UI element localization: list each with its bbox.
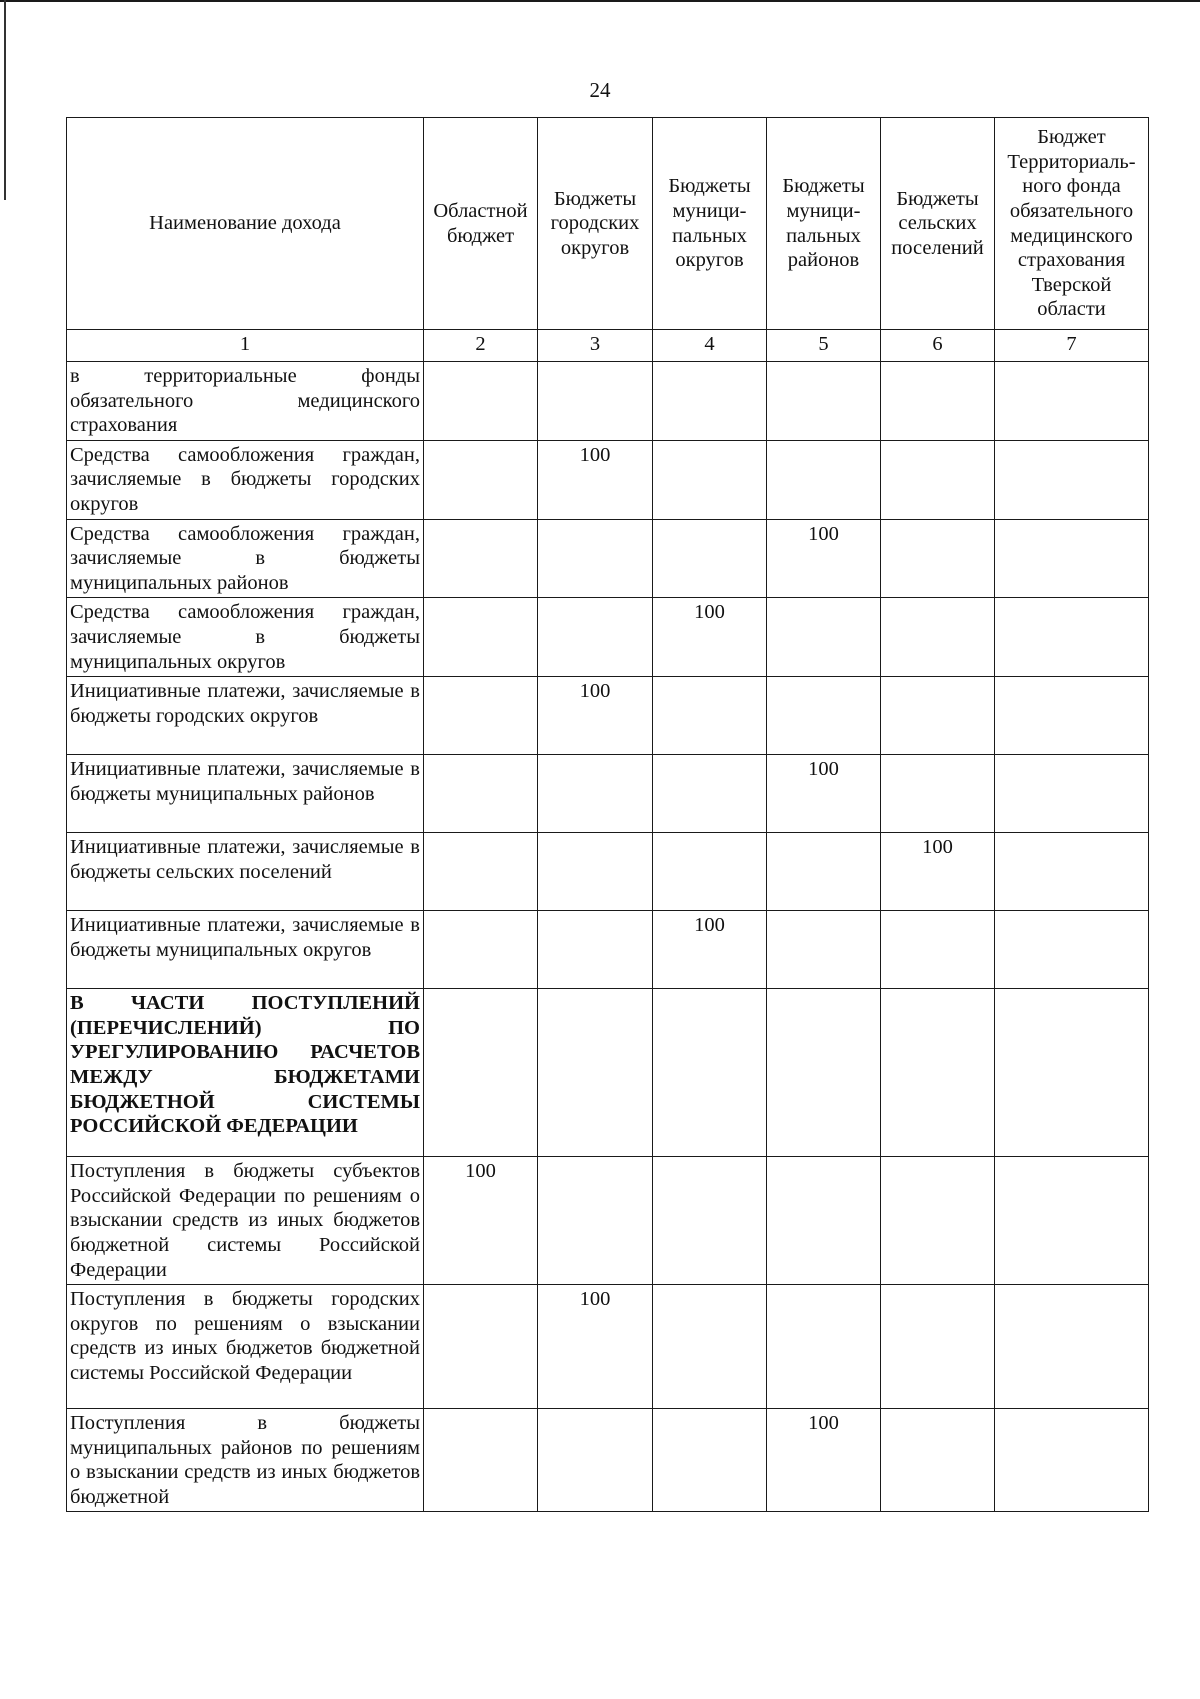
percent-value-cell [881, 833, 995, 911]
revenue-name-cell: Инициативные платежи, зачисляемые в бюджеты сельских поселений [67, 833, 424, 911]
percent-value: 100 [808, 758, 839, 781]
percent-value-cell [424, 362, 538, 441]
percent-value-cell [538, 362, 653, 441]
percent-value-cell [881, 440, 995, 519]
percent-value: 100 [465, 1160, 496, 1183]
percent-value-cell [767, 440, 881, 519]
revenue-name-cell: Поступления в бюджеты муниципальных районов по решениям о взыскании средств из иных бюджетов бюджетной [67, 1409, 424, 1512]
percent-value-cell [767, 677, 881, 755]
column-number-row [67, 330, 1149, 362]
percent-value-cell [653, 598, 767, 677]
revenue-name-cell: Поступления в бюджеты субъектов Российской Федерации по решениям о взыскании средств из иных бюджетов бюджетной системы Российской Федерации [67, 1157, 424, 1285]
percent-value-cell [881, 519, 995, 598]
revenue-name-cell: Инициативные платежи, зачисляемые в бюджеты городских округов [67, 677, 424, 755]
table-row [67, 362, 1149, 441]
percent-value-cell [653, 1285, 767, 1409]
revenue-name-cell: Инициативные платежи, зачисляемые в бюджеты муниципальных районов [67, 755, 424, 833]
percent-value-cell [995, 362, 1149, 441]
header-rural-settlement-budgets: Бюджеты сельских поселений [881, 118, 995, 330]
percent-value-cell [995, 911, 1149, 989]
percent-value-cell [424, 989, 538, 1157]
table-row [67, 755, 1149, 833]
table-row [67, 1285, 1149, 1409]
percent-value-cell [767, 1409, 881, 1512]
column-number: 3 [538, 330, 653, 362]
percent-value-cell [995, 989, 1149, 1157]
revenue-name-cell: Средства самообложения граждан, зачисляемые в бюджеты муниципальных районов [67, 519, 424, 598]
table-row [67, 677, 1149, 755]
percent-value-cell [767, 362, 881, 441]
percent-value-cell [881, 989, 995, 1157]
column-number: 2 [424, 330, 538, 362]
percent-value-cell [424, 911, 538, 989]
percent-value-cell [995, 1285, 1149, 1409]
percent-value-cell [538, 1285, 653, 1409]
table-row [67, 440, 1149, 519]
percent-value: 100 [808, 522, 839, 545]
table-row [67, 833, 1149, 911]
percent-value-cell [653, 989, 767, 1157]
percent-value-cell [424, 440, 538, 519]
percent-value-cell [767, 1157, 881, 1285]
percent-value: 100 [579, 443, 611, 466]
revenue-name-cell: Инициативные платежи, зачисляемые в бюджеты муниципальных округов [67, 911, 424, 989]
percent-value-cell [767, 989, 881, 1157]
header-city-district-budgets: Бюджеты городских округов [538, 118, 653, 330]
column-number: 4 [653, 330, 767, 362]
table-body [67, 362, 1149, 1512]
percent-value-cell [767, 519, 881, 598]
percent-value-cell [995, 598, 1149, 677]
percent-value-cell [424, 519, 538, 598]
percent-value-cell [881, 911, 995, 989]
percent-value-cell [538, 677, 653, 755]
percent-value-cell [881, 1409, 995, 1512]
percent-value-cell [767, 598, 881, 677]
scan-edge-top [0, 0, 1200, 2]
table-row [67, 598, 1149, 677]
revenue-name-cell: в территориальные фонды обязательного медицинского страхования [67, 362, 424, 441]
percent-value-cell [767, 911, 881, 989]
table-header-row [67, 118, 1149, 330]
header-municipal-area-budgets: Бюджеты муници-пальных районов [767, 118, 881, 330]
column-number: 6 [881, 330, 995, 362]
percent-value-cell [538, 598, 653, 677]
percent-value-cell [538, 1409, 653, 1512]
percent-value-cell [767, 833, 881, 911]
percent-value-cell [538, 440, 653, 519]
percent-value-cell [767, 755, 881, 833]
percent-value-cell [653, 1409, 767, 1512]
revenue-distribution-table [66, 117, 1149, 1512]
percent-value-cell [538, 989, 653, 1157]
percent-value: 100 [922, 836, 953, 859]
revenue-name-cell: Средства самообложения граждан, зачисляемые в бюджеты городских округов [67, 440, 424, 519]
percent-value-cell [995, 833, 1149, 911]
percent-value-cell [767, 1285, 881, 1409]
header-health-insurance-fund-budget: Бюджет Территориаль-ного фонда обязательного медицинского страхования Тверской области [995, 118, 1149, 330]
percent-value-cell [653, 911, 767, 989]
percent-value-cell [538, 755, 653, 833]
percent-value-cell [995, 1409, 1149, 1512]
percent-value-cell [881, 1285, 995, 1409]
percent-value-cell [653, 755, 767, 833]
revenue-name-cell: Поступления в бюджеты городских округов по решениям о взыскании средств из иных бюджетов бюджетной системы Российской Федерации [67, 1285, 424, 1409]
percent-value-cell [995, 519, 1149, 598]
percent-value: 100 [808, 1412, 839, 1435]
column-number: 7 [995, 330, 1149, 362]
table-row [67, 1409, 1149, 1512]
percent-value-cell [424, 598, 538, 677]
percent-value-cell [424, 1157, 538, 1285]
percent-value-cell [881, 598, 995, 677]
column-number: 1 [67, 330, 424, 362]
percent-value-cell [653, 362, 767, 441]
header-municipal-district-budgets: Бюджеты муници-пальных округов [653, 118, 767, 330]
percent-value-cell [995, 1157, 1149, 1285]
percent-value-cell [424, 677, 538, 755]
percent-value-cell [653, 833, 767, 911]
percent-value-cell [424, 833, 538, 911]
revenue-name-cell: Средства самообложения граждан, зачисляемые в бюджеты муниципальных округов [67, 598, 424, 677]
percent-value-cell [653, 519, 767, 598]
percent-value: 100 [694, 914, 725, 937]
percent-value-cell [881, 362, 995, 441]
percent-value-cell [653, 1157, 767, 1285]
percent-value: 100 [579, 680, 611, 703]
table-row [67, 911, 1149, 989]
percent-value-cell [538, 519, 653, 598]
percent-value-cell [538, 911, 653, 989]
header-regional-budget: Областной бюджет [424, 118, 538, 330]
percent-value: 100 [694, 601, 725, 624]
percent-value-cell [424, 1409, 538, 1512]
percent-value-cell [424, 755, 538, 833]
percent-value-cell [881, 677, 995, 755]
percent-value-cell [881, 755, 995, 833]
percent-value-cell [653, 677, 767, 755]
percent-value-cell [424, 1285, 538, 1409]
percent-value-cell [538, 833, 653, 911]
percent-value-cell [995, 440, 1149, 519]
percent-value-cell [653, 440, 767, 519]
table-row [67, 989, 1149, 1157]
percent-value-cell [881, 1157, 995, 1285]
percent-value-cell [538, 1157, 653, 1285]
column-number: 5 [767, 330, 881, 362]
header-revenue-name: Наименование дохода [67, 118, 424, 330]
percent-value: 100 [579, 1288, 611, 1311]
percent-value-cell [995, 755, 1149, 833]
table-row [67, 519, 1149, 598]
section-heading-cell: В ЧАСТИ ПОСТУПЛЕНИЙ (ПЕРЕЧИСЛЕНИЙ) ПО УРЕГУЛИРОВАНИЮ РАСЧЕТОВ МЕЖДУ БЮДЖЕТАМИ БЮДЖЕТНОЙ СИСТЕМЫ РОССИЙСКОЙ ФЕДЕРАЦИИ [67, 989, 424, 1157]
percent-value-cell [995, 677, 1149, 755]
table-row [67, 1157, 1149, 1285]
page-number: 24 [589, 78, 611, 102]
